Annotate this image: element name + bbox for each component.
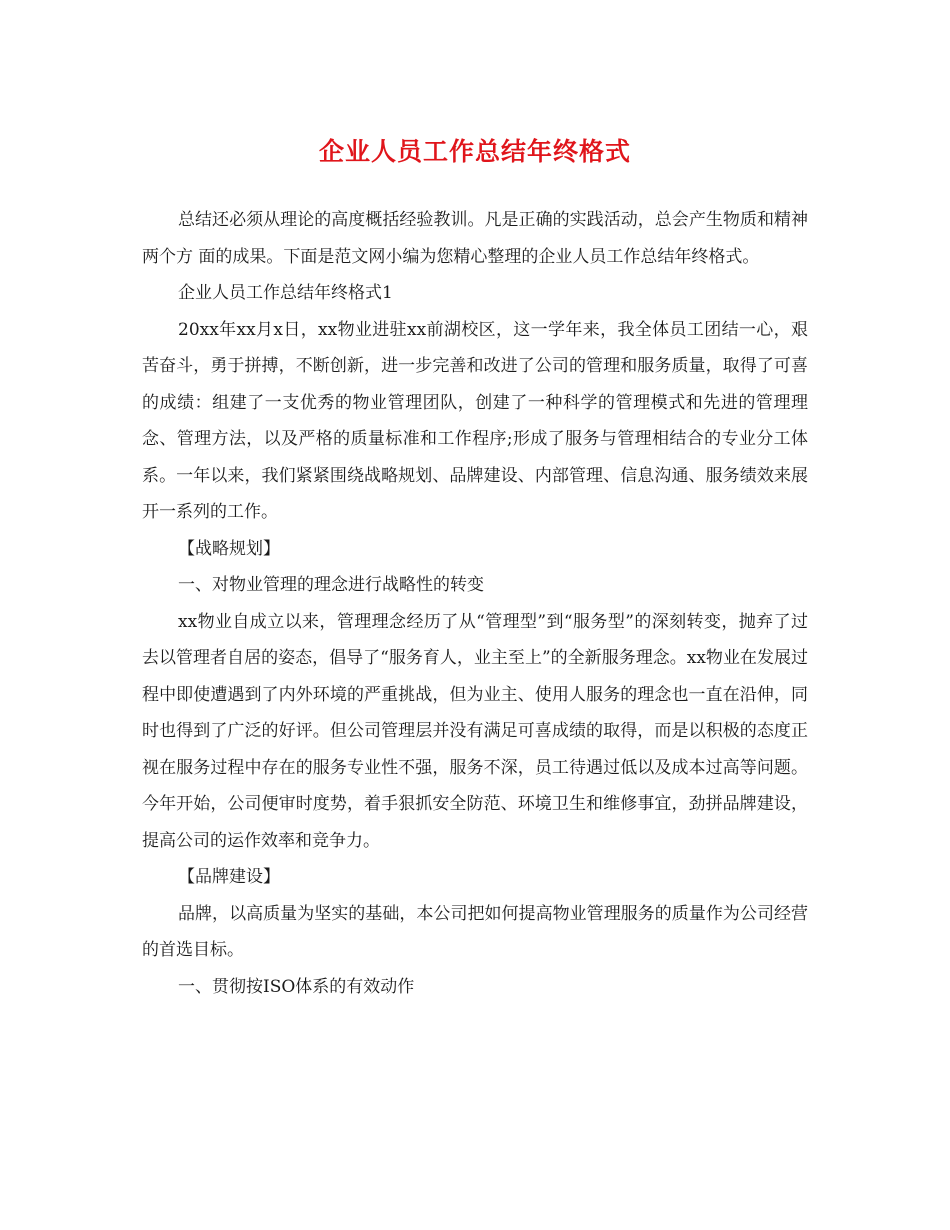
section-heading-strategy: 【战略规划】: [178, 538, 280, 559]
section-heading-1: 企业人员工作总结年终格式1: [178, 283, 393, 303]
section-heading-brand: 【品牌建设】: [178, 867, 280, 887]
body-paragraph: xx物业自成立以来，管理理念经历了从“管理型”到“服务型”的深刻转变，抛弃了过去以管理者自居的姿态，倡导了“服务育人，业主至上”的全新服务理念。xx物业在发展过程中即使遭遇到了内外环境的严重挑战，但为业主、使用人服务的理念也一直在沿伸，同时也得到了广泛的好评。但公司管理层并没有满足可喜成绩的取得，而是以积极的态度正视在服务过程中存在的服务专业性不强，服务不深，员工待遇过低以及成本过高等问题。今年开始，公司便审时度势，着手狠抓安全防范、环境卫生和维修事宜，劲拼品牌建设，提高公司的运作效率和竞争力。: [142, 611, 808, 851]
intro-paragraph: 总结还必须从理论的高度概括经验教训。凡是正确的实践活动，总会产生物质和精神两个方 面的成果。下面是范文网小编为您精心整理的企业人员工作总结年终格式。: [142, 210, 808, 267]
document-title: 企业人员工作总结年终格式: [318, 137, 631, 166]
subheading-strategy-1: 一、对物业管理的理念进行战略性的转变: [178, 575, 484, 595]
body-paragraph: 20xx年xx月x日，xx物业进驻xx前湖校区，这一学年来，我全体员工团结一心，艰苦奋斗，勇于拼搏，不断创新，进一步完善和改进了公司的管理和服务质量，取得了可喜的成绩：组建了一支优秀的物业管理团队，创建了一种科学的管理模式和先进的管理理念、管理方法，以及严格的质量标准和工作程序;形成了服务与管理相结合的专业分工体系。一年以来，我们紧紧围绕战略规划、品牌建设、内部管理、信息沟通、服务绩效来展开一系列的工作。: [142, 319, 808, 522]
document-body: [142, 202, 808, 1005]
subheading-brand-1: 一、贯彻按ISO体系的有效动作: [178, 976, 415, 997]
body-paragraph: 品牌，以高质量为坚实的基础，本公司把如何提高物业管理服务的质量作为公司经营的首选目标。: [142, 903, 808, 960]
